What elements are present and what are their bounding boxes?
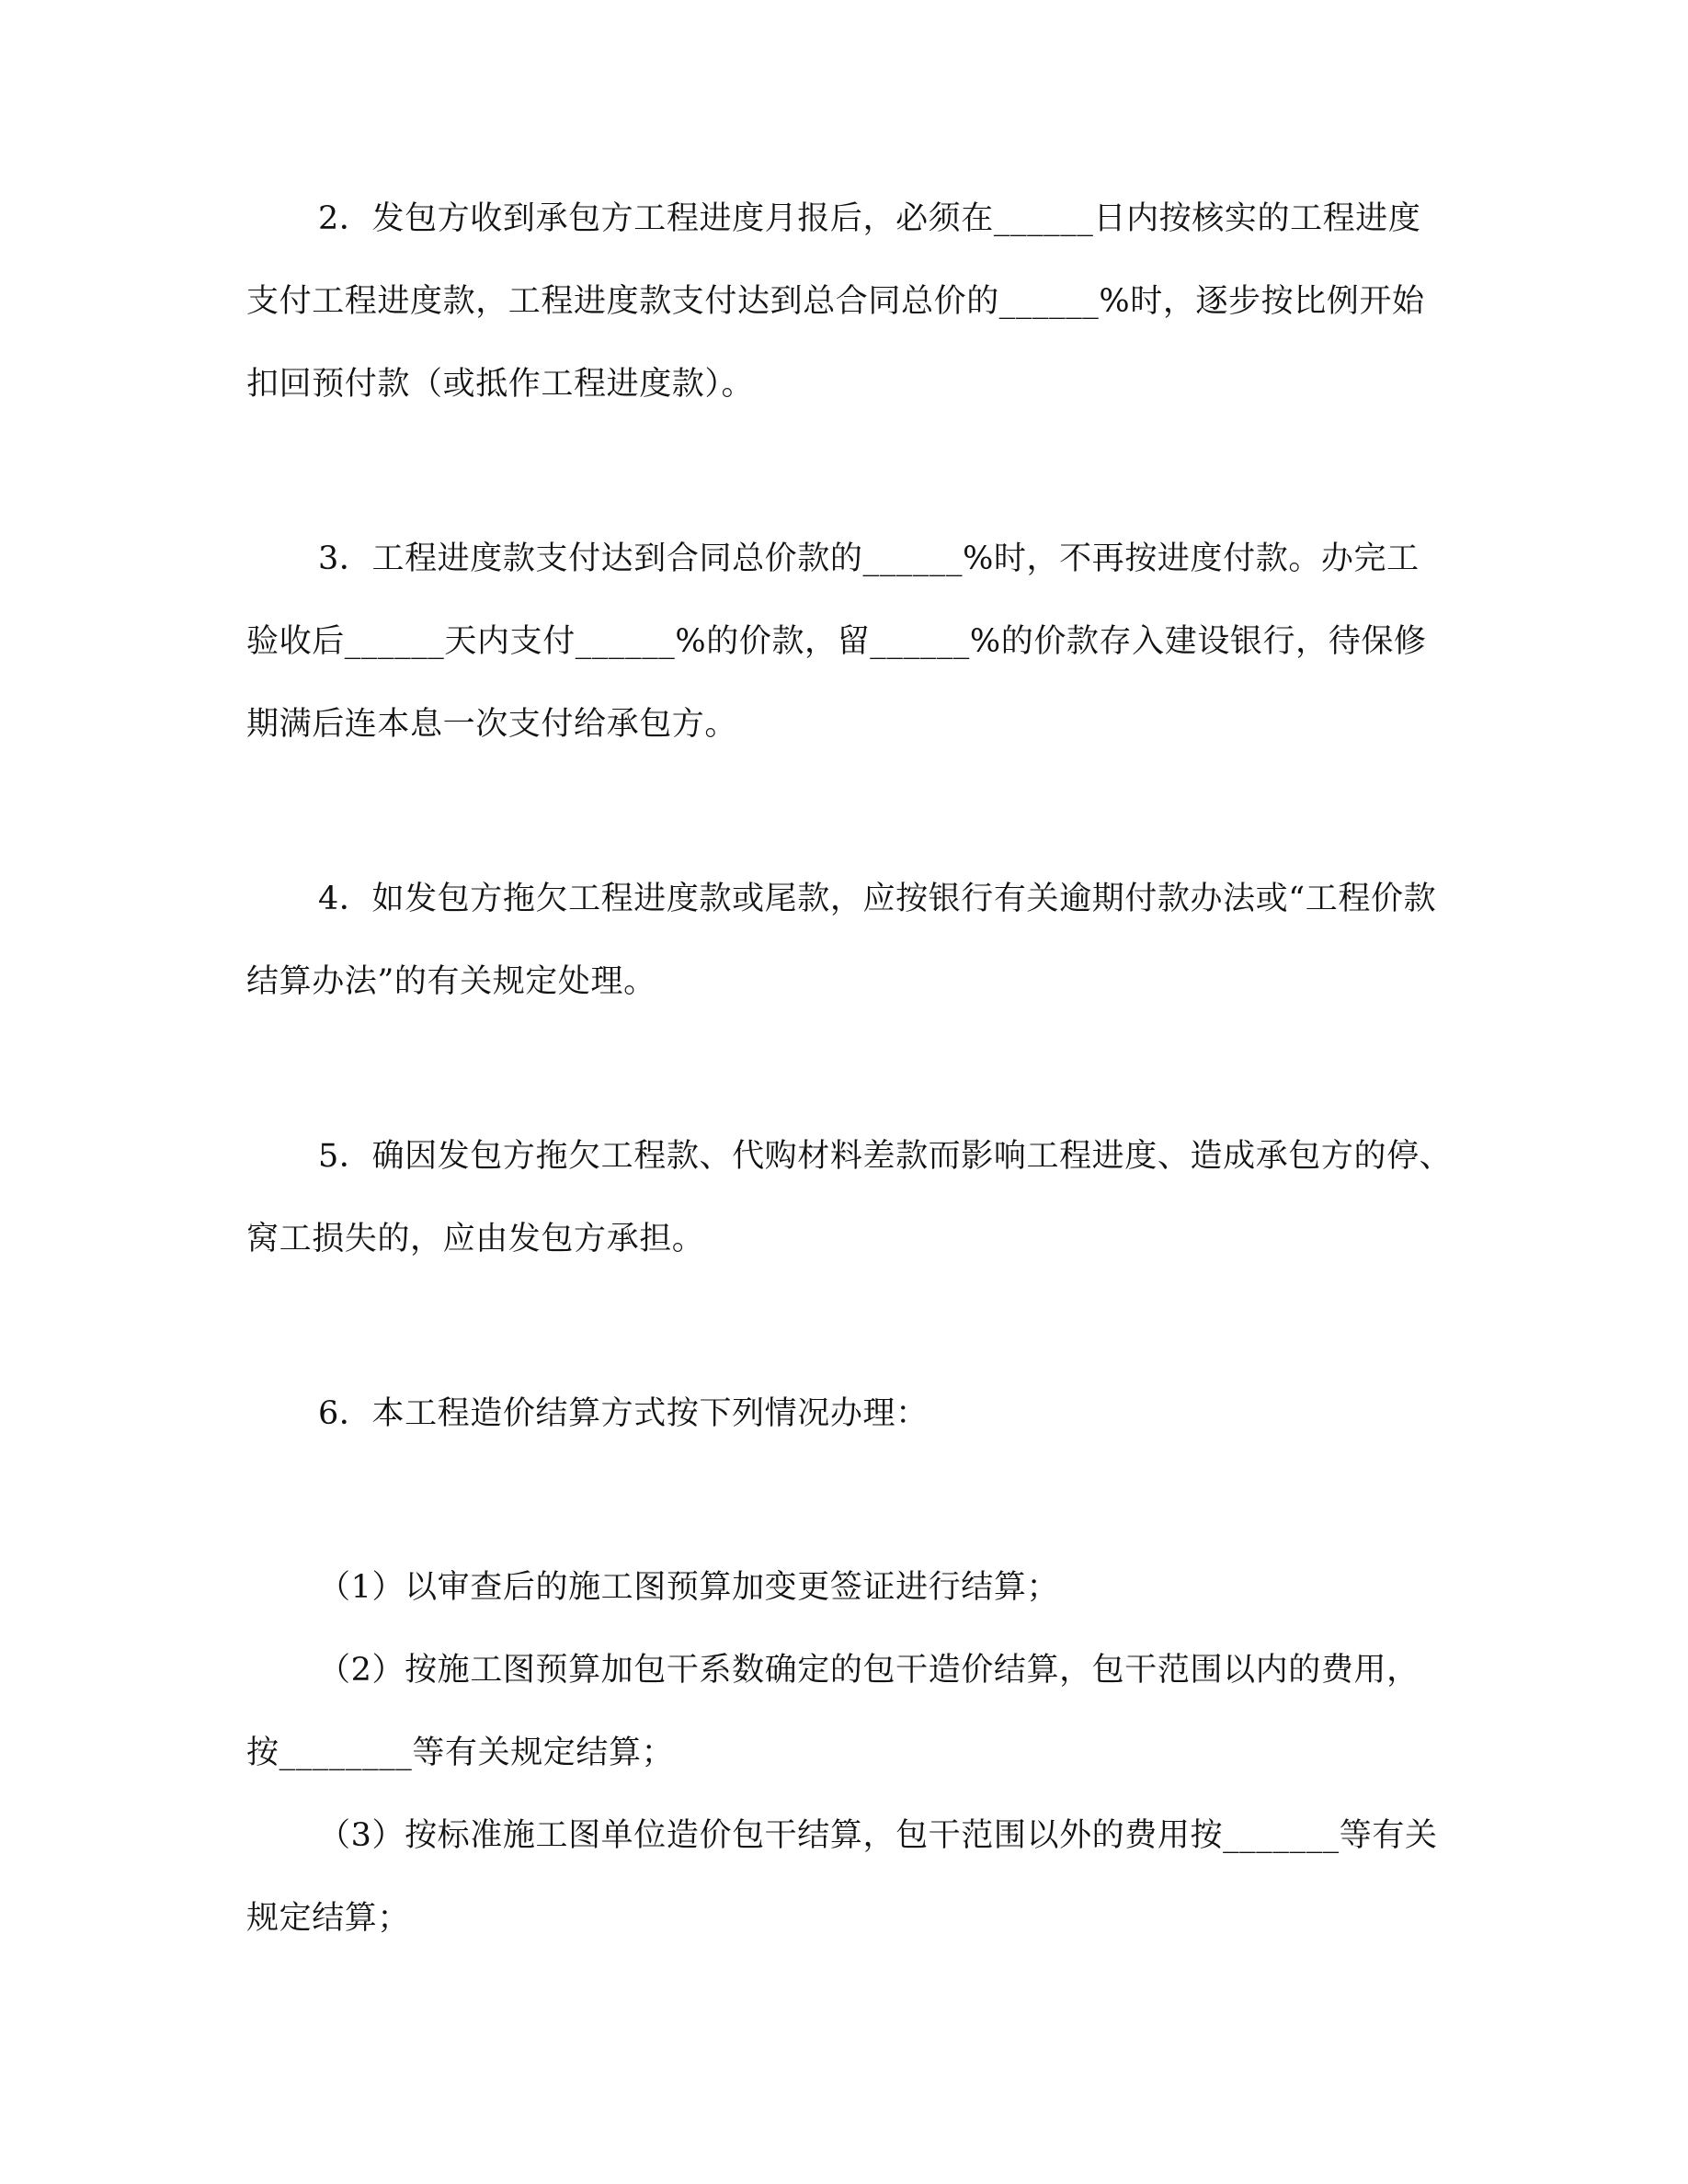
clause-2-line-2: 支付工程进度款，工程进度款支付达到总合同总价的______%时，逐步按比例开始 — [246, 283, 1425, 320]
clause-4-line-2: 结算办法”的有关规定处理。 — [246, 963, 656, 1000]
clause-2-line-1: 2．发包方收到承包方工程进度月报后，必须在______日内按核实的工程进度 — [318, 200, 1421, 237]
clause-3-line-3: 期满后连本息一次支付给承包方。 — [246, 706, 738, 743]
clause-2-line-3: 扣回预付款（或抵作工程进度款）。 — [246, 366, 755, 403]
clause-3-line-1: 3．工程进度款支付达到合同总价款的______%时，不再按进度付款。办完工 — [318, 540, 1420, 577]
clause-3-line-2: 验收后______天内支付______%的价款，留______%的价款存入建设银行，待保修 — [246, 623, 1427, 660]
clause-6-item-2-line-2: 按________等有关规定结算； — [246, 1735, 675, 1771]
clause-6-heading: 6．本工程造价结算方式按下列情况办理： — [318, 1395, 929, 1432]
clause-6-item-3-line-1: （3）按标准施工图单位造价包干结算，包干范围以外的费用按_______等有关 — [318, 1817, 1438, 1854]
clause-5-line-1: 5．确因发包方拖欠工程款、代购材料差款而影响工程进度、造成承包方的停、 — [318, 1138, 1453, 1175]
clause-6-item-3-line-2: 规定结算； — [246, 1900, 411, 1937]
clause-6-item-1: （1）以审查后的施工图预算加变更签证进行结算； — [318, 1569, 1060, 1606]
clause-6-item-2-line-1: （2）按施工图预算加包干系数确定的包干造价结算，包干范围以内的费用， — [318, 1652, 1420, 1689]
clause-5-line-2: 窝工损失的，应由发包方承担。 — [246, 1221, 705, 1257]
clause-4-line-1: 4．如发包方拖欠工程进度款或尾款，应按银行有关逾期付款办法或“工程价款 — [318, 881, 1437, 917]
